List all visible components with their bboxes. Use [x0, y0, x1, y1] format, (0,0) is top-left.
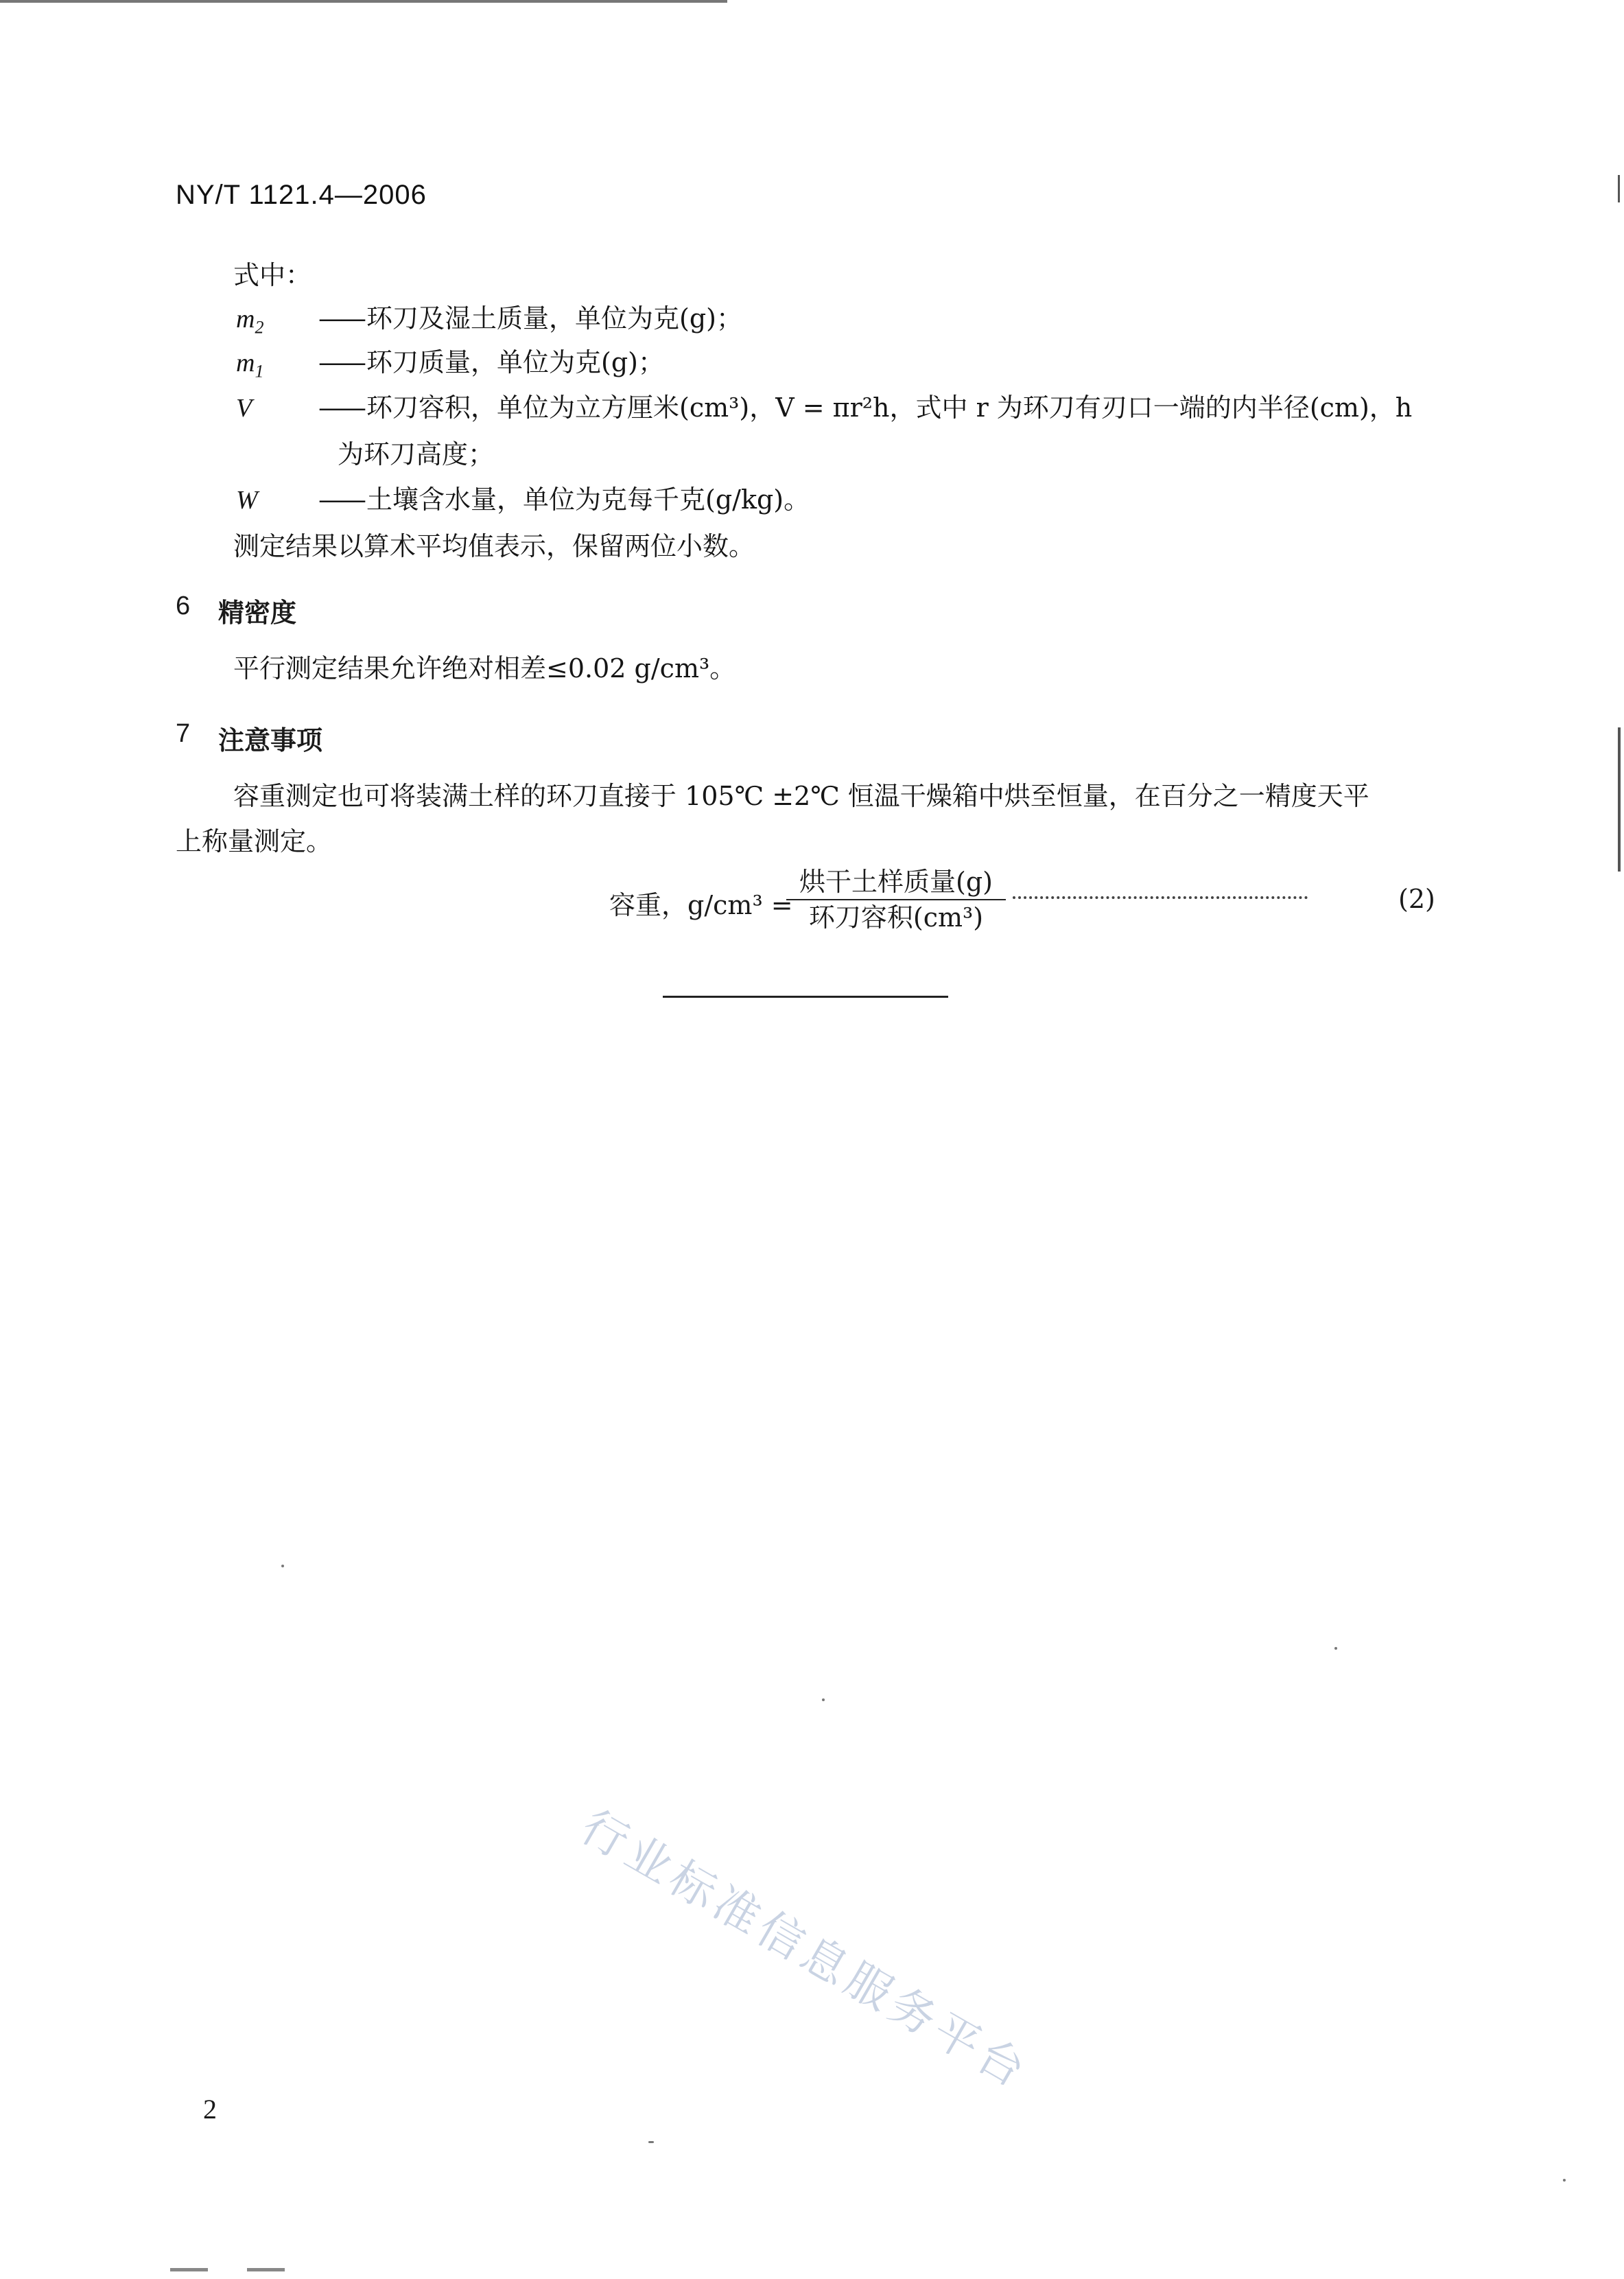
scan-speck — [648, 2141, 654, 2143]
equation-lhs: 容重，g/cm³ = — [609, 890, 793, 920]
page-number: 2 — [203, 2094, 217, 2125]
equation-fraction — [786, 865, 1006, 935]
definition-symbol: $m_1$ — [236, 349, 264, 382]
section-title: 注意事项 — [218, 725, 323, 756]
scan-speck — [822, 1698, 825, 1701]
definition-symbol: W — [236, 486, 258, 515]
equation — [609, 865, 1446, 940]
definition-item: W —— 土壤含水量，单位为克每千克(g/kg)。 — [236, 482, 810, 527]
definition-item: $m_1$ —— 环刀质量，单位为克(g)； — [236, 344, 664, 390]
section-body-line: 上称量测定。 — [176, 826, 333, 856]
section-body: 平行测定结果允许绝对相差≤0.02 g/cm³。 — [233, 653, 736, 683]
definition-symbol: $m_2$ — [236, 305, 264, 338]
definition-continuation: 为环刀高度； — [338, 439, 495, 469]
result-note: 测定结果以算术平均值表示，保留两位小数。 — [233, 531, 755, 561]
equation-denominator: 环刀容积(cm³) — [808, 902, 984, 933]
section-number: 7 — [176, 719, 191, 748]
scan-edge-mark — [170, 2268, 208, 2271]
definition-text: 土壤含水量，单位为克每千克(g/kg)。 — [366, 484, 810, 515]
definition-text: 环刀及湿土质量，单位为克(g)； — [366, 303, 742, 334]
scan-edge-mark — [1618, 727, 1621, 872]
equation-leader-dots — [1013, 881, 1308, 899]
scan-speck — [1334, 1647, 1337, 1650]
scan-edge-mark — [247, 2268, 285, 2271]
definition-text: 环刀质量，单位为克(g)； — [366, 347, 664, 377]
definition-symbol: V — [236, 394, 252, 423]
scan-speck — [281, 1565, 284, 1567]
definition-item: $m_2$ —— 环刀及湿土质量，单位为克(g)； — [236, 301, 742, 346]
standard-code: NY/T 1121.4—2006 — [176, 180, 427, 210]
section-number: 6 — [176, 592, 191, 620]
definitions-intro: 式中： — [233, 260, 312, 290]
definition-item: V —— 环刀容积，单位为立方厘米(cm³)，V = πr²h，式中 r 为环刀有刃口一端的内半径(cm)，h — [236, 390, 1412, 435]
end-rule — [663, 996, 948, 998]
scan-artifact-line — [0, 0, 727, 3]
section-title: 精密度 — [218, 598, 297, 628]
scan-edge-mark — [1618, 175, 1620, 202]
scan-speck — [1563, 2179, 1566, 2182]
equation-numerator: 烘干土样质量(g) — [786, 865, 1006, 900]
section-body-line: 容重测定也可将装满土样的环刀直接于 105℃ ±2℃ 恒温干燥箱中烘至恒量，在百分之一精度天平 — [233, 781, 1369, 811]
definition-text: 环刀容积，单位为立方厘米(cm³)，V = πr²h，式中 r 为环刀有刃口一端的内半径(cm)，h — [366, 393, 1413, 423]
watermark: 行业标准信息服务平台 — [572, 1799, 1039, 2100]
equation-number: (2) — [1398, 884, 1435, 914]
